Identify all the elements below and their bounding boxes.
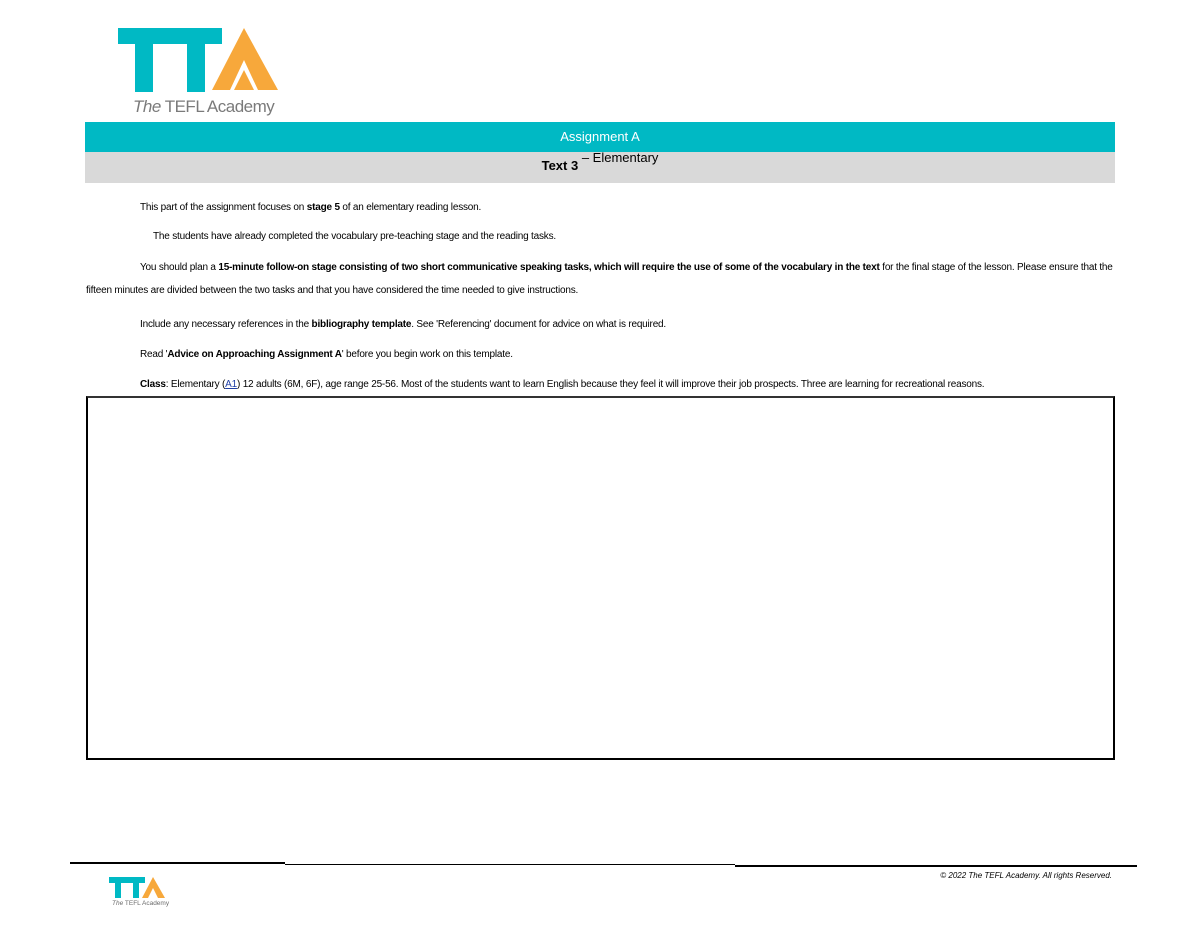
answer-box[interactable] [86, 396, 1115, 760]
tta-logo [116, 26, 284, 118]
instruction-references: Include any necessary references in the bibliography template. See 'Referencing' document for advice on what is required. [140, 319, 666, 330]
instruction-plan: You should plan a 15-minute follow-on stage consisting of two short communicative speaking tasks, which will require the use of some of the vocabulary in the text for the final stage of the lesson. Please ensure that the [140, 262, 1113, 273]
assignment-title: Assignment A [560, 129, 640, 144]
instruction-students: The students have already completed the vocabulary pre-teaching stage and the reading tasks. [153, 231, 556, 242]
assignment-title-bar [85, 122, 1115, 152]
tta-logo-tagline: The TEFL Academy [133, 97, 275, 116]
text-subtitle-bar [85, 152, 1115, 183]
instruction-advice: Read 'Advice on Approaching Assignment A' before you begin work on this template. [140, 349, 513, 360]
footer-rule-right [735, 865, 1137, 867]
footer-tta-tagline: The TEFL Academy [112, 900, 170, 907]
instruction-plan-cont: fifteen minutes are divided between the two tasks and that you have considered the time needed to give instructions. [86, 285, 579, 296]
copyright-notice: © 2022 The TEFL Academy. All rights Reserved. [940, 871, 1112, 880]
footer-tta-logo [108, 876, 168, 910]
instruction-stage: This part of the assignment focuses on stage 5 of an elementary reading lesson. [140, 202, 482, 213]
class-description: Class: Elementary (A1) 12 adults (6M, 6F), age range 25-56. Most of the students want to learn English because they feel it will improve their job prospects. Three are learning for recreational reasons. [140, 379, 985, 390]
tta-logo-mark [116, 26, 284, 98]
footer-rule-middle [285, 864, 735, 865]
footer-rule-left [70, 862, 285, 864]
footer-tta-logo-mark [108, 876, 168, 900]
cefr-a1-link[interactable]: A1 [225, 379, 237, 390]
text-subtitle: Text 3 – Elementary [541, 152, 659, 173]
